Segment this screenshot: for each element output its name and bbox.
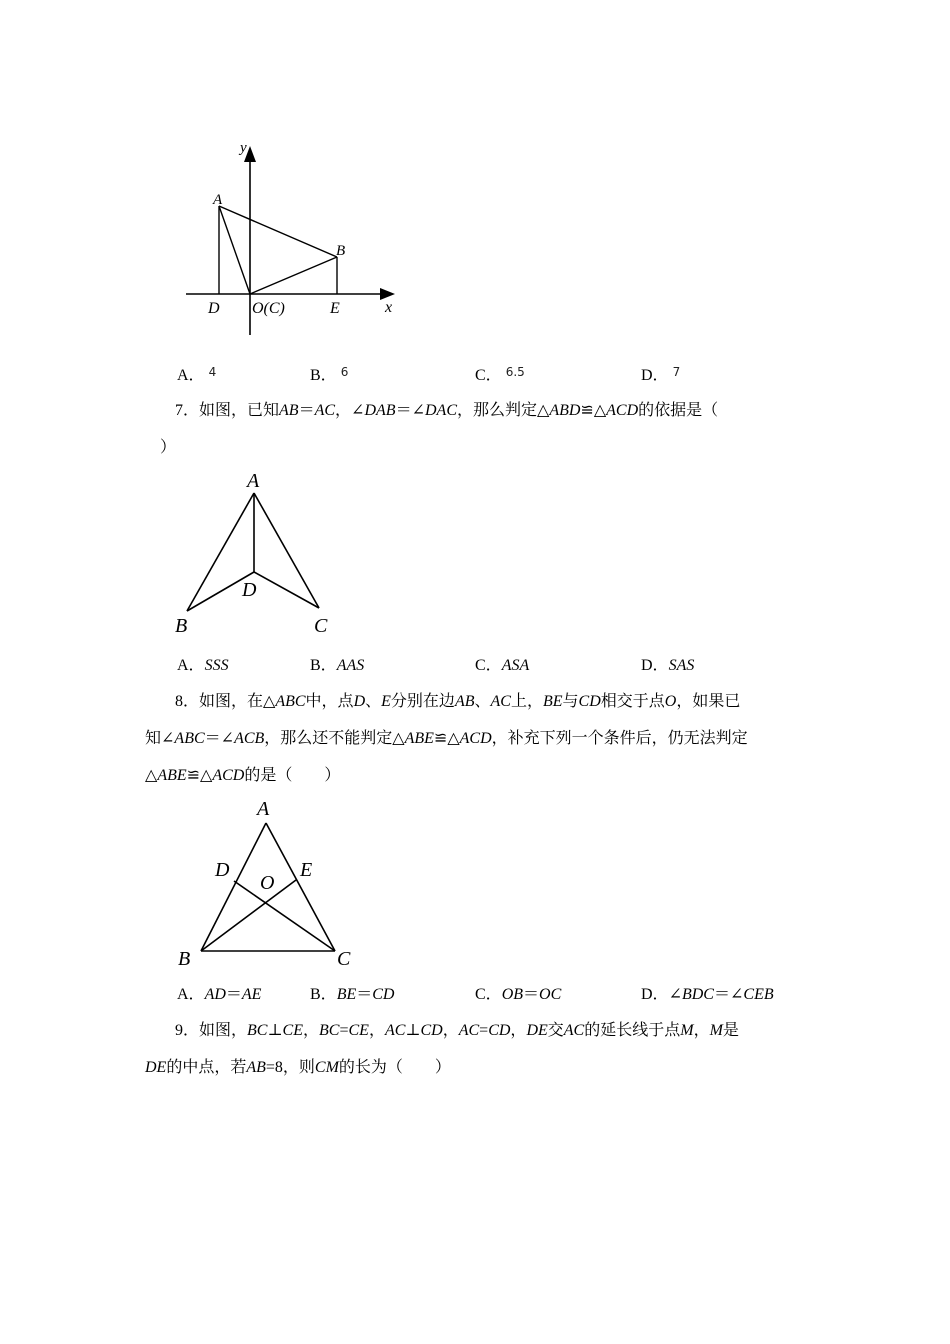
option-value: SSS bbox=[204, 657, 229, 674]
math: ACD bbox=[459, 730, 492, 747]
text: ， bbox=[368, 1022, 385, 1039]
segment-AO bbox=[219, 206, 250, 294]
option-letter: A． bbox=[177, 367, 205, 384]
text: ＝ bbox=[298, 402, 315, 419]
math: M bbox=[709, 1022, 723, 1039]
text: ≌△ bbox=[433, 730, 460, 747]
q8-option-d bbox=[641, 981, 774, 1004]
q7-option-b bbox=[310, 652, 364, 675]
label-A: A bbox=[213, 192, 223, 208]
text: ≌△ bbox=[186, 767, 213, 784]
text: 是 bbox=[722, 1022, 739, 1039]
q7-question-close bbox=[160, 434, 176, 457]
label-D: D bbox=[242, 579, 257, 601]
math: O bbox=[664, 693, 677, 710]
math: OB bbox=[501, 986, 524, 1003]
text: ＝∠ bbox=[713, 986, 744, 1003]
math: AB bbox=[279, 402, 299, 419]
text: ，补充下列一个条件后，仍无法判定 bbox=[491, 730, 748, 747]
text: 、 bbox=[474, 693, 491, 710]
option-letter: A． bbox=[177, 657, 205, 674]
math: AE bbox=[241, 986, 262, 1003]
math: M bbox=[680, 1022, 694, 1039]
label-O: O bbox=[260, 872, 275, 894]
text: ＝∠ bbox=[204, 730, 235, 747]
option-value: 6 bbox=[340, 365, 349, 379]
text: ，∠ bbox=[335, 402, 365, 419]
question-number: 8． bbox=[175, 693, 200, 710]
q6-option-b bbox=[310, 362, 349, 385]
text: 如图，在△ bbox=[199, 693, 276, 710]
math: AB bbox=[454, 693, 475, 710]
text: 中，点 bbox=[305, 693, 354, 710]
math: ACD bbox=[606, 402, 639, 419]
text: 、 bbox=[365, 693, 382, 710]
text: ） bbox=[160, 439, 177, 456]
q8-question-line-3 bbox=[145, 762, 340, 785]
math: DE bbox=[145, 1059, 167, 1076]
text: ， bbox=[302, 1022, 319, 1039]
option-value: SAS bbox=[668, 657, 695, 674]
text: 与 bbox=[562, 693, 579, 710]
text: 的延长线于点 bbox=[584, 1022, 681, 1039]
text: ⊥ bbox=[405, 1022, 421, 1039]
math: AC bbox=[563, 1022, 585, 1039]
option-value: AAS bbox=[336, 657, 365, 674]
option-value: 6.5 bbox=[505, 365, 525, 379]
option-letter: D． bbox=[641, 657, 669, 674]
q9-question-line-2 bbox=[145, 1054, 451, 1077]
math: CD bbox=[578, 693, 601, 710]
question-number: 7． bbox=[175, 402, 200, 419]
label-E: E bbox=[330, 300, 340, 317]
segment-OB bbox=[250, 257, 337, 294]
math: AC bbox=[384, 1022, 406, 1039]
option-value: 4 bbox=[208, 365, 217, 379]
q7-option-d bbox=[641, 652, 694, 675]
math: CD bbox=[420, 1022, 443, 1039]
math: AC bbox=[490, 693, 511, 710]
q6-coordinate-figure bbox=[175, 135, 435, 345]
math: BE bbox=[336, 986, 357, 1003]
option-letter: C． bbox=[475, 657, 502, 674]
math: AC bbox=[458, 1022, 480, 1039]
math: AC bbox=[314, 402, 336, 419]
text: ， bbox=[510, 1022, 527, 1039]
text: 如图， bbox=[199, 1022, 248, 1039]
math: ABE bbox=[157, 767, 187, 784]
math: OC bbox=[539, 986, 562, 1003]
text: ， bbox=[442, 1022, 459, 1039]
text: 分别在边 bbox=[390, 693, 455, 710]
text: 知∠ bbox=[145, 730, 175, 747]
text: ≌△ bbox=[580, 402, 607, 419]
q6-option-d bbox=[641, 362, 681, 385]
text: ＝ bbox=[225, 986, 242, 1003]
text: ， bbox=[693, 1022, 710, 1039]
text: 交 bbox=[547, 1022, 564, 1039]
option-letter: C． bbox=[475, 986, 502, 1003]
segment-AC bbox=[266, 823, 335, 951]
label-y: y bbox=[240, 140, 247, 156]
option-value: 7 bbox=[672, 365, 681, 379]
text: ，那么判定△ bbox=[457, 402, 550, 419]
text: ＝ bbox=[523, 986, 540, 1003]
q8-question-line-2 bbox=[145, 725, 748, 748]
math: ABC bbox=[174, 730, 205, 747]
math: CE bbox=[348, 1022, 369, 1039]
text: ，如果已 bbox=[676, 693, 741, 710]
text: ＝∠ bbox=[395, 402, 425, 419]
text: ＝ bbox=[356, 986, 373, 1003]
option-letter: B． bbox=[310, 986, 337, 1003]
math: ACB bbox=[234, 730, 265, 747]
text: = bbox=[479, 1022, 489, 1039]
label-C: C bbox=[337, 948, 351, 970]
option-letter: B． bbox=[310, 367, 337, 384]
segment-AB bbox=[201, 823, 266, 951]
text: 相交于点 bbox=[600, 693, 665, 710]
math: D bbox=[353, 693, 366, 710]
label-O: O(C) bbox=[252, 300, 285, 317]
label-D: D bbox=[215, 859, 230, 881]
text: ，那么还不能判定△ bbox=[264, 730, 405, 747]
q9-question-line-1 bbox=[175, 1017, 739, 1040]
q8-figure bbox=[175, 795, 365, 975]
q8-option-a bbox=[177, 981, 261, 1004]
math: ABD bbox=[549, 402, 581, 419]
text: 的长为（ ） bbox=[338, 1059, 451, 1076]
math: DAB bbox=[364, 402, 396, 419]
q7-option-a bbox=[177, 652, 229, 675]
q6-option-c bbox=[475, 362, 525, 385]
math: E bbox=[381, 693, 391, 710]
math: AB bbox=[246, 1059, 266, 1076]
q6-option-a bbox=[177, 362, 217, 385]
math: BC bbox=[319, 1022, 340, 1039]
text: 如图，已知 bbox=[199, 402, 280, 419]
text: = bbox=[339, 1022, 349, 1039]
math: ACD bbox=[212, 767, 245, 784]
q7-option-c bbox=[475, 652, 529, 675]
text: 的中点，若 bbox=[166, 1059, 247, 1076]
label-B: B bbox=[178, 948, 191, 970]
q8-option-c bbox=[475, 981, 561, 1004]
math: ABC bbox=[275, 693, 306, 710]
math: ABE bbox=[404, 730, 434, 747]
math: BC bbox=[247, 1022, 268, 1039]
option-letter: B． bbox=[310, 657, 337, 674]
text: 的是（ ） bbox=[244, 767, 341, 784]
option-letter: D． bbox=[641, 367, 669, 384]
option-value: ASA bbox=[501, 657, 530, 674]
label-A: A bbox=[247, 470, 260, 492]
label-E: E bbox=[300, 859, 313, 881]
math: CE bbox=[282, 1022, 303, 1039]
text: 的依据是（ bbox=[638, 402, 719, 419]
q7-figure bbox=[170, 468, 350, 638]
text: =8，则 bbox=[265, 1059, 315, 1076]
math: CEB bbox=[743, 986, 774, 1003]
label-x: x bbox=[385, 299, 393, 316]
math: DAC bbox=[425, 402, 457, 419]
math: BDC bbox=[681, 986, 714, 1003]
label-D: D bbox=[208, 300, 220, 317]
label-B: B bbox=[336, 243, 346, 259]
label-C: C bbox=[314, 615, 328, 637]
question-number: 9． bbox=[175, 1022, 200, 1039]
text: 上， bbox=[510, 693, 543, 710]
option-letter: A． bbox=[177, 986, 205, 1003]
math: BE bbox=[542, 693, 563, 710]
label-B: B bbox=[175, 615, 188, 637]
math: CM bbox=[314, 1059, 339, 1076]
text: △ bbox=[145, 767, 158, 784]
option-letter: D． bbox=[641, 986, 669, 1003]
math: CD bbox=[372, 986, 395, 1003]
q8-question-line-1 bbox=[175, 688, 740, 711]
math: CD bbox=[488, 1022, 511, 1039]
segment-AB bbox=[219, 206, 337, 257]
math: AD bbox=[204, 986, 226, 1003]
label-A: A bbox=[257, 798, 270, 820]
q7-question-line bbox=[175, 397, 718, 420]
math: DE bbox=[526, 1022, 548, 1039]
text: ⊥ bbox=[267, 1022, 283, 1039]
text: ∠ bbox=[668, 986, 682, 1003]
q8-option-b bbox=[310, 981, 394, 1004]
option-letter: C． bbox=[475, 367, 502, 384]
